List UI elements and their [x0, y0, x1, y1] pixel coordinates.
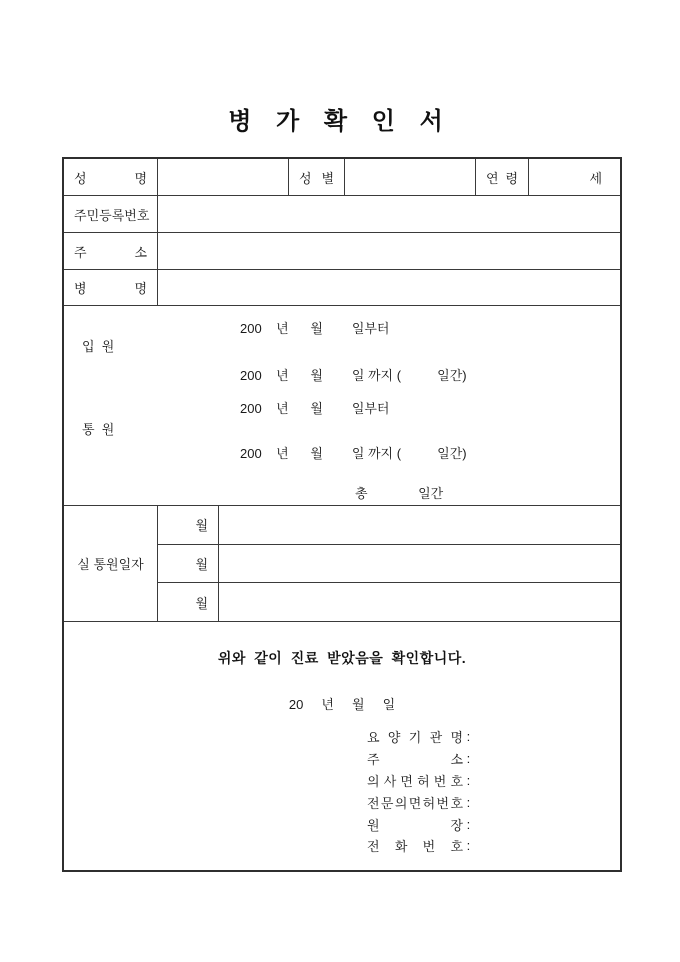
sick-leave-form-table	[62, 157, 622, 872]
rrn-label: 주 민 등 록 번 호	[64, 196, 158, 232]
institution-name-colon: :	[463, 729, 471, 745]
outpatient-to-line: 200 년 월 일 까지 ( 일간)	[240, 446, 467, 461]
doctor-license-line	[367, 770, 470, 792]
row-rrn	[64, 196, 620, 233]
doctor-license-colon: :	[463, 772, 471, 788]
visit-month-label-2: 월	[158, 545, 219, 583]
age-label: 연 령	[476, 159, 529, 195]
address-value-cell	[158, 233, 620, 269]
phone-number-colon: :	[463, 838, 471, 854]
visit-month-label-1: 월	[158, 506, 219, 544]
row-disease	[64, 270, 620, 306]
visit-value-cell-3	[219, 583, 620, 621]
phone-number-line	[367, 835, 470, 857]
phone-number-label: 전 화 번 호	[367, 839, 463, 855]
inpatient-label: 입 원	[82, 339, 115, 354]
institution-address-label: 주 소	[367, 752, 463, 768]
inpatient-from-line: 200 년 월 일부터	[240, 321, 390, 336]
row-name-gender-age	[64, 159, 620, 196]
address-label: 주 소	[64, 233, 158, 269]
institution-address-line	[367, 748, 470, 770]
outpatient-from-line: 200 년 월 일부터	[240, 401, 390, 416]
treatment-period-section	[64, 306, 620, 506]
outpatient-label: 통 원	[82, 422, 115, 437]
age-unit-cell: 세	[589, 170, 602, 186]
name-label: 성 명	[64, 159, 158, 195]
gender-label: 성 별	[289, 159, 345, 195]
visit-value-cell-1	[219, 506, 620, 544]
director-line	[367, 813, 470, 835]
specialist-license-label: 전 문 의 면 허 번 호	[367, 795, 463, 811]
visit-row-2	[158, 545, 620, 584]
actual-visits-rows	[158, 506, 620, 621]
institution-address-colon: :	[463, 751, 471, 767]
visit-row-3	[158, 583, 620, 621]
institution-info-block	[367, 726, 470, 857]
director-label: 원 장	[367, 817, 463, 833]
disease-value-cell	[158, 270, 620, 305]
disease-label: 병 명	[64, 270, 158, 305]
rrn-value-cell	[158, 196, 620, 232]
confirmation-date-line: 20 년 월 일	[288, 697, 396, 712]
actual-visits-section	[64, 506, 620, 622]
inpatient-to-line: 200 년 월 일 까지 ( 일간)	[240, 368, 467, 383]
actual-visits-label: 실 통원일자	[64, 506, 158, 621]
gender-value-cell	[345, 159, 476, 195]
director-colon: :	[463, 816, 471, 832]
specialist-license-line	[367, 791, 470, 813]
confirmation-section	[64, 622, 620, 870]
total-days-line: 총 일간	[355, 486, 444, 501]
visit-month-label-3: 월	[158, 583, 219, 621]
doctor-license-label: 의 사 면 허 번 호	[367, 773, 463, 789]
specialist-license-colon: :	[463, 794, 471, 810]
visit-row-1	[158, 506, 620, 545]
row-address	[64, 233, 620, 270]
confirmation-statement: 위와 같이 진료 받았음을 확인합니다.	[217, 650, 467, 666]
institution-name-label: 요 양 기 관 명	[367, 730, 463, 746]
page-title: 병 가 확 인 서	[228, 108, 452, 135]
visit-value-cell-2	[219, 545, 620, 583]
name-value-cell	[158, 159, 289, 195]
institution-name-line	[367, 726, 470, 748]
